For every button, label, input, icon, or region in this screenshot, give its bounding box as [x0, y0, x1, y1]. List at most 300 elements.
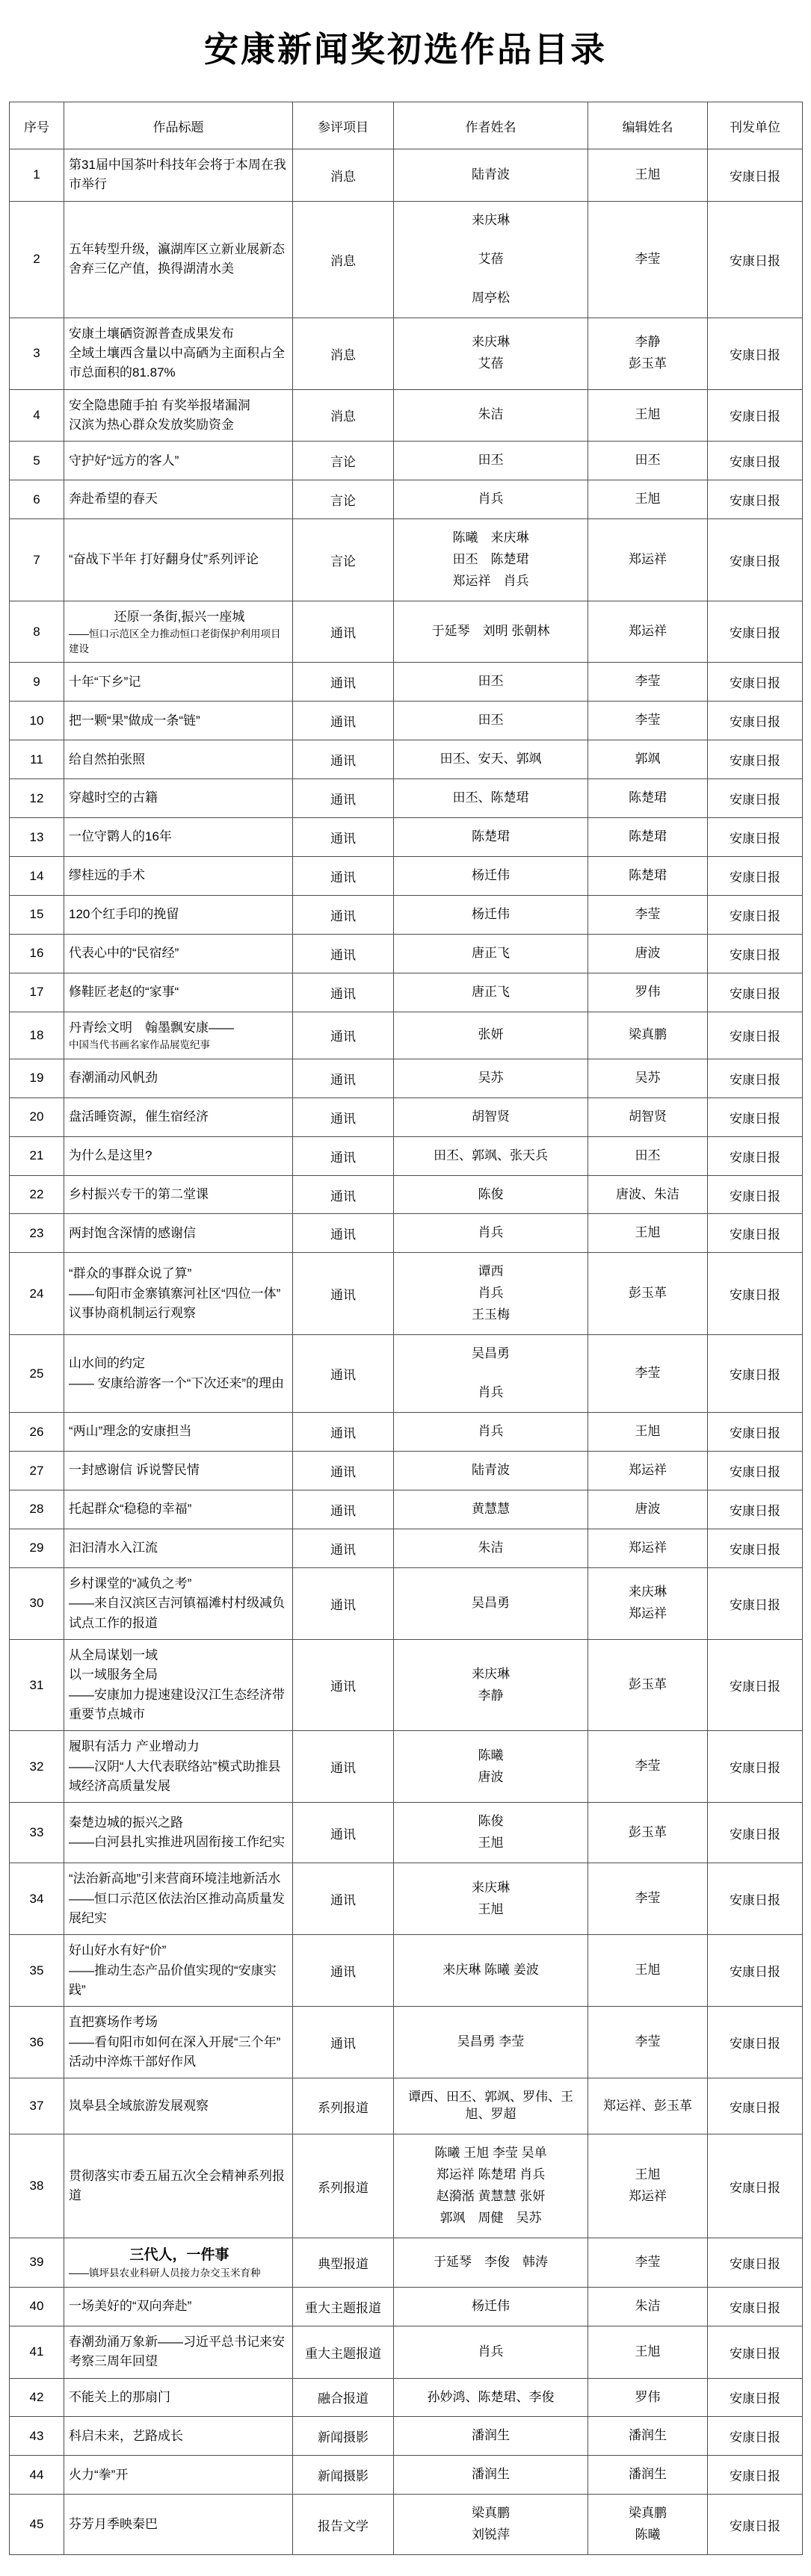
- cell-line: 赵漪湉 黄慧慧 张妍: [436, 2189, 546, 2203]
- cell-line: 李莹: [635, 1891, 661, 1906]
- title-cell: [64, 2007, 293, 2078]
- title-line: ——汉阴“人大代表联络站”模式助推县域经济高质量发展: [69, 1759, 281, 1793]
- editors-cell: [588, 480, 708, 519]
- row-number-cell: 45: [10, 2495, 64, 2555]
- cell-line: 陈曦: [635, 2527, 661, 2542]
- authors-cell: [394, 1335, 588, 1413]
- authors-cell: [394, 702, 588, 740]
- editors-cell: [588, 2378, 708, 2417]
- editors-cell: [588, 601, 708, 662]
- editors-cell: [588, 1731, 708, 1803]
- category-cell: 通讯: [293, 1452, 394, 1490]
- authors-cell: [394, 1059, 588, 1097]
- title-line: 履职有活力 产业增动力: [69, 1739, 200, 1754]
- cell-line: 田丕: [478, 713, 504, 728]
- row-number-cell: 37: [10, 2078, 64, 2134]
- cell-line: 陈楚珺: [629, 790, 667, 805]
- table-row: [10, 779, 803, 818]
- unit-cell: 安康日报: [708, 519, 803, 601]
- table-row: [10, 1935, 803, 2007]
- cell-line: 郑运祥: [629, 552, 667, 567]
- unit-cell: 安康日报: [708, 857, 803, 896]
- cell-line: 肖兵: [478, 1385, 504, 1400]
- title-line: 120个红手印的挽留: [69, 907, 179, 922]
- cell-line: 郭飒 周健 吴苏: [440, 2210, 542, 2225]
- cell-line: 来庆琳 陈曦 姜波: [442, 1963, 539, 1978]
- category-cell: 言论: [293, 442, 394, 480]
- title-line: 把一颗“果”做成一条“链”: [69, 713, 200, 728]
- table-row: [10, 1490, 803, 1529]
- editors-cell: [588, 1490, 708, 1529]
- unit-cell: 安康日报: [708, 1136, 803, 1175]
- title-line: 以一域服务全局: [69, 1668, 158, 1682]
- category-cell: 通讯: [293, 1175, 394, 1214]
- editors-cell: [588, 857, 708, 896]
- title-cell: [64, 1012, 293, 1059]
- cell-line: 刘锐萍: [472, 2527, 510, 2542]
- title-cell: [64, 2238, 293, 2287]
- row-number-cell: 35: [10, 1935, 64, 2007]
- authors-cell: [394, 1214, 588, 1253]
- row-number-cell: 31: [10, 1639, 64, 1730]
- unit-cell: 安康日报: [708, 1214, 803, 1253]
- cell-line: [396, 234, 585, 247]
- cell-line: 郑运祥: [629, 1540, 667, 1555]
- cell-line: 郑运祥、彭玉革: [603, 2098, 692, 2113]
- title-line: 守护好“远方的客人”: [69, 453, 179, 468]
- authors-cell: [394, 2078, 588, 2134]
- cell-line: 杨迁伟: [472, 2298, 510, 2313]
- cell-line: 李静: [635, 335, 661, 350]
- category-cell: 通讯: [293, 934, 394, 973]
- works-table: [9, 102, 803, 2555]
- cell-line: 郑运祥: [629, 1606, 667, 1621]
- authors-cell: [394, 740, 588, 779]
- category-cell: 系列报道: [293, 2078, 394, 2134]
- title-cell: [64, 1529, 293, 1567]
- row-number-cell: 40: [10, 2287, 64, 2326]
- title-cell: [64, 1935, 293, 2007]
- table-row: [10, 2495, 803, 2555]
- title-line: 好山好水有好“价”: [69, 1943, 167, 1958]
- title-cell: [64, 149, 293, 202]
- cell-line: 胡智贤: [472, 1109, 510, 1124]
- title-line: —— 安康给游客一个“下次还来”的理由: [69, 1375, 285, 1390]
- row-number-cell: 17: [10, 973, 64, 1012]
- editors-cell: [588, 201, 708, 318]
- row-number-cell: 38: [10, 2134, 64, 2238]
- cell-line: 肖兵: [478, 1225, 504, 1240]
- table-row: [10, 601, 803, 662]
- row-number-cell: 2: [10, 201, 64, 318]
- editors-cell: [588, 2456, 708, 2495]
- category-cell: 言论: [293, 480, 394, 519]
- row-number-cell: 19: [10, 1059, 64, 1097]
- title-line: 一封感谢信 诉说警民情: [69, 1463, 200, 1478]
- unit-cell: 安康日报: [708, 1413, 803, 1452]
- table-row: [10, 1214, 803, 1253]
- title-line: 一位守鹮人的16年: [69, 829, 172, 844]
- cell-line: 肖兵: [478, 492, 504, 507]
- title-cell: [64, 2287, 293, 2326]
- title-line: 贯彻落实市委五届五次全会精神系列报道: [69, 2168, 285, 2202]
- title-cell: [64, 663, 293, 702]
- authors-cell: [394, 896, 588, 935]
- cell-line: 吴昌勇 李莹: [457, 2034, 525, 2049]
- authors-cell: [394, 480, 588, 519]
- category-cell: 融合报道: [293, 2378, 394, 2417]
- unit-cell: 安康日报: [708, 149, 803, 202]
- category-cell: 消息: [293, 389, 394, 442]
- cell-line: 唐波: [478, 1769, 504, 1784]
- cell-line: 王旭: [635, 2167, 661, 2182]
- header-authors: 作者姓名: [394, 102, 588, 149]
- editors-cell: [588, 1863, 708, 1935]
- title-line: 为什么是这里?: [69, 1148, 152, 1162]
- unit-cell: 安康日报: [708, 1335, 803, 1413]
- title-cell: [64, 818, 293, 857]
- category-cell: 通讯: [293, 1097, 394, 1136]
- table-row: [10, 1335, 803, 1413]
- cell-line: 郑运祥: [629, 1463, 667, 1478]
- cell-line: 彭玉革: [629, 1286, 667, 1301]
- title-line: 托起群众“稳稳的幸福”: [69, 1502, 192, 1517]
- cell-line: 李静: [478, 1688, 504, 1703]
- title-line: 春潮涌动风帆劲: [69, 1071, 158, 1086]
- title-cell: [64, 973, 293, 1012]
- title-cell: [64, 2326, 293, 2378]
- editors-cell: [588, 1136, 708, 1175]
- editors-cell: [588, 442, 708, 480]
- category-cell: 典型报道: [293, 2238, 394, 2287]
- cell-line: 陈楚珺: [629, 829, 667, 844]
- authors-cell: [394, 601, 588, 662]
- row-number-cell: 27: [10, 1452, 64, 1490]
- editors-cell: [588, 740, 708, 779]
- editors-cell: [588, 818, 708, 857]
- table-row: [10, 740, 803, 779]
- authors-cell: [394, 1012, 588, 1059]
- table-row: [10, 934, 803, 973]
- title-line: 舍弃三亿产值，换得湖清水美: [69, 261, 234, 276]
- title-line: 修鞋匠老赵的“家事“: [69, 985, 179, 1000]
- cell-line: 田丕: [635, 453, 661, 468]
- editors-cell: [588, 896, 708, 935]
- cell-line: 罗伟: [635, 984, 661, 999]
- row-number-cell: 43: [10, 2417, 64, 2456]
- category-cell: 通讯: [293, 973, 394, 1012]
- row-number-cell: 42: [10, 2378, 64, 2417]
- cell-line: 吴昌勇: [472, 1595, 510, 1610]
- unit-cell: 安康日报: [708, 896, 803, 935]
- title-line: ——恒口示范区依法治区推动高质量发展纪实: [69, 1891, 285, 1925]
- table-row: [10, 1639, 803, 1730]
- title-line: 安康土壤硒资源普查成果发布: [69, 326, 234, 341]
- cell-line: 郑运祥: [629, 624, 667, 639]
- cell-line: 黄慧慧: [472, 1501, 510, 1516]
- cell-line: 来庆琳: [472, 335, 510, 350]
- cell-line: 唐正飞: [472, 945, 510, 960]
- title-cell: [64, 740, 293, 779]
- cell-line: 于延琴 刘明 张朝林: [431, 624, 550, 639]
- unit-cell: 安康日报: [708, 1452, 803, 1490]
- table-row: [10, 442, 803, 480]
- unit-cell: 安康日报: [708, 2417, 803, 2456]
- title-cell: [64, 2378, 293, 2417]
- title-cell: [64, 857, 293, 896]
- title-cell: [64, 1731, 293, 1803]
- table-row: [10, 2134, 803, 2238]
- row-number-cell: 1: [10, 149, 64, 202]
- table-row: [10, 1863, 803, 1935]
- category-cell: 通讯: [293, 1335, 394, 1413]
- cell-line: 田丕 陈楚珺: [452, 552, 529, 567]
- unit-cell: 安康日报: [708, 1059, 803, 1097]
- category-cell: 通讯: [293, 1863, 394, 1935]
- unit-cell: 安康日报: [708, 1935, 803, 2007]
- authors-cell: [394, 2238, 588, 2287]
- row-number-cell: 33: [10, 1803, 64, 1863]
- cell-line: 李莹: [635, 713, 661, 728]
- authors-cell: [394, 779, 588, 818]
- authors-cell: [394, 2378, 588, 2417]
- cell-line: 梁真鹏: [472, 2506, 510, 2521]
- row-number-cell: 10: [10, 702, 64, 740]
- table-row: [10, 2007, 803, 2078]
- title-line: 秦楚边城的振兴之路: [69, 1815, 183, 1830]
- cell-line: 陆青波: [472, 1463, 510, 1478]
- cell-line: 潘润生: [472, 2428, 510, 2443]
- title-line: 不能关上的那扇门: [69, 2389, 170, 2404]
- authors-cell: [394, 1175, 588, 1214]
- table-body: [10, 149, 803, 2555]
- title-line: 两封饱含深情的感谢信: [69, 1225, 196, 1240]
- header-editors: 编辑姓名: [588, 102, 708, 149]
- cell-line: 陈楚珺: [629, 868, 667, 883]
- unit-cell: 安康日报: [708, 1529, 803, 1567]
- title-cell: [64, 779, 293, 818]
- cell-line: 胡智贤: [629, 1109, 667, 1124]
- header-unit: 刊发单位: [708, 102, 803, 149]
- title-line: 从全局谋划一域: [69, 1647, 158, 1662]
- category-cell: 通讯: [293, 1214, 394, 1253]
- category-cell: 通讯: [293, 1567, 394, 1639]
- editors-cell: [588, 1253, 708, 1335]
- row-number-cell: 41: [10, 2326, 64, 2378]
- row-number-cell: 21: [10, 1136, 64, 1175]
- title-line: 汩汩清水入江流: [69, 1541, 158, 1555]
- category-cell: 系列报道: [293, 2134, 394, 2238]
- unit-cell: 安康日报: [708, 2287, 803, 2326]
- category-cell: 通讯: [293, 1639, 394, 1730]
- category-cell: 通讯: [293, 857, 394, 896]
- title-line: 十年“下乡”记: [69, 674, 141, 689]
- title-line: 穿越时空的古籍: [69, 790, 158, 805]
- category-cell: 通讯: [293, 1253, 394, 1335]
- row-number-cell: 5: [10, 442, 64, 480]
- title-cell: [64, 601, 293, 662]
- category-cell: 通讯: [293, 1059, 394, 1097]
- cell-line: 肖兵: [478, 1424, 504, 1439]
- title-line: “群众的事群众说了算”: [69, 1266, 192, 1281]
- row-number-cell: 28: [10, 1490, 64, 1529]
- cell-line: 田丕: [478, 453, 504, 468]
- category-cell: 通讯: [293, 1803, 394, 1863]
- authors-cell: [394, 389, 588, 442]
- title-line: 三代人，一件事: [129, 2247, 229, 2263]
- row-number-cell: 26: [10, 1413, 64, 1452]
- category-cell: 重大主题报道: [293, 2326, 394, 2378]
- unit-cell: 安康日报: [708, 973, 803, 1012]
- unit-cell: 安康日报: [708, 318, 803, 389]
- editors-cell: [588, 318, 708, 389]
- unit-cell: 安康日报: [708, 740, 803, 779]
- cell-line: 唐波: [635, 945, 661, 960]
- unit-cell: 安康日报: [708, 1253, 803, 1335]
- authors-cell: [394, 1452, 588, 1490]
- unit-cell: 安康日报: [708, 2495, 803, 2555]
- title-line: 五年转型升级，瀛湖库区立新业展新态: [69, 241, 285, 256]
- authors-cell: [394, 1136, 588, 1175]
- unit-cell: 安康日报: [708, 1012, 803, 1059]
- title-cell: [64, 1490, 293, 1529]
- cell-line: 李莹: [635, 674, 661, 689]
- cell-line: 朱洁: [478, 407, 504, 422]
- editors-cell: [588, 1639, 708, 1730]
- unit-cell: 安康日报: [708, 2378, 803, 2417]
- title-cell: [64, 2078, 293, 2134]
- row-number-cell: 44: [10, 2456, 64, 2495]
- title-cell: [64, 2495, 293, 2555]
- row-number-cell: 36: [10, 2007, 64, 2078]
- category-cell: 通讯: [293, 1136, 394, 1175]
- row-number-cell: 18: [10, 1012, 64, 1059]
- authors-cell: [394, 1097, 588, 1136]
- cell-line: 王旭: [478, 1901, 504, 1916]
- authors-cell: [394, 934, 588, 973]
- cell-line: 王玉梅: [472, 1307, 510, 1322]
- row-number-cell: 9: [10, 663, 64, 702]
- cell-line: 谭西、田丕、郭飒、罗伟、王旭、罗超: [408, 2090, 573, 2122]
- editors-cell: [588, 1567, 708, 1639]
- cell-line: 田丕: [478, 674, 504, 689]
- editors-cell: [588, 1335, 708, 1413]
- title-cell: [64, 442, 293, 480]
- unit-cell: 安康日报: [708, 663, 803, 702]
- authors-cell: [394, 149, 588, 202]
- cell-line: 郭飒: [635, 752, 661, 767]
- unit-cell: 安康日报: [708, 702, 803, 740]
- cell-line: 吴苏: [635, 1070, 661, 1085]
- editors-cell: [588, 149, 708, 202]
- cell-line: 李莹: [635, 251, 661, 266]
- row-number-cell: 16: [10, 934, 64, 973]
- cell-line: 王旭: [635, 1963, 661, 1978]
- unit-cell: 安康日报: [708, 2078, 803, 2134]
- title-line: 安全隐患随手拍 有奖举报堵漏洞: [69, 397, 250, 412]
- cell-line: 王旭: [635, 1424, 661, 1439]
- authors-cell: [394, 2417, 588, 2456]
- row-number-cell: 11: [10, 740, 64, 779]
- category-cell: 通讯: [293, 1529, 394, 1567]
- title-line: 丹青绘文明 翰墨飘安康——: [69, 1020, 234, 1035]
- cell-line: 陈曦 来庆琳: [452, 530, 529, 545]
- title-cell: [64, 389, 293, 442]
- category-cell: 通讯: [293, 2007, 394, 2078]
- title-cell: [64, 519, 293, 601]
- editors-cell: [588, 1935, 708, 2007]
- cell-line: 谭西: [478, 1264, 504, 1279]
- category-cell: 消息: [293, 201, 394, 318]
- row-number-cell: 7: [10, 519, 64, 601]
- authors-cell: [394, 1567, 588, 1639]
- cell-line: 肖兵: [478, 1286, 504, 1301]
- title-cell: [64, 1097, 293, 1136]
- unit-cell: 安康日报: [708, 2134, 803, 2238]
- cell-line: 王旭: [478, 1836, 504, 1851]
- category-cell: 新闻摄影: [293, 2417, 394, 2456]
- cell-line: 王旭: [635, 167, 661, 182]
- row-number-cell: 29: [10, 1529, 64, 1567]
- title-cell: [64, 1175, 293, 1214]
- authors-cell: [394, 1490, 588, 1529]
- title-line: 乡村振兴专干的第二堂课: [69, 1186, 209, 1201]
- cell-line: 罗伟: [635, 2389, 661, 2404]
- authors-cell: [394, 2134, 588, 2238]
- title-line: 科启未来，艺路成长: [69, 2428, 183, 2443]
- category-cell: 通讯: [293, 702, 394, 740]
- cell-line: 吴苏: [478, 1070, 504, 1085]
- title-cell: [64, 934, 293, 973]
- title-line: ——看旬阳市如何在深入开展“三个年”活动中淬炼干部好作风: [69, 2034, 281, 2069]
- title-line: 盘活睡资源，催生宿经济: [69, 1109, 209, 1124]
- title-line: 乡村课堂的“减负之考”: [69, 1576, 192, 1591]
- cell-line: 来庆琳: [472, 212, 510, 227]
- category-cell: 通讯: [293, 1490, 394, 1529]
- row-number-cell: 23: [10, 1214, 64, 1253]
- title-line: 中国当代书画名家作品展览纪事: [69, 1039, 210, 1051]
- table-row: [10, 2287, 803, 2326]
- title-line: “两山”理念的安康担当: [69, 1424, 192, 1439]
- category-cell: 通讯: [293, 818, 394, 857]
- cell-line: 来庆琳: [472, 1880, 510, 1895]
- page-title: 安康新闻奖初选作品目录: [204, 30, 607, 69]
- cell-line: 唐波: [635, 1501, 661, 1516]
- editors-cell: [588, 1175, 708, 1214]
- row-number-cell: 20: [10, 1097, 64, 1136]
- table-row: [10, 389, 803, 442]
- title-line: ——镇坪县农业科研人员接力杂交玉米育种: [69, 2267, 261, 2279]
- table-row: [10, 973, 803, 1012]
- category-cell: 通讯: [293, 896, 394, 935]
- cell-line: 孙妙鸿、陈楚珺、李俊: [427, 2389, 555, 2404]
- title-line: 给自然拍张照: [69, 752, 145, 767]
- authors-cell: [394, 1253, 588, 1335]
- category-cell: 通讯: [293, 601, 394, 662]
- unit-cell: 安康日报: [708, 2326, 803, 2378]
- table-row: [10, 2326, 803, 2378]
- title-line: 全域土壤西含量以中高硒为主面积占全市总面积的81.87%: [69, 345, 285, 380]
- authors-cell: [394, 1731, 588, 1803]
- authors-cell: [394, 1863, 588, 1935]
- table-row: [10, 318, 803, 389]
- unit-cell: 安康日报: [708, 601, 803, 662]
- title-cell: [64, 1214, 293, 1253]
- cell-line: 朱洁: [478, 1540, 504, 1555]
- unit-cell: 安康日报: [708, 1639, 803, 1730]
- editors-cell: [588, 663, 708, 702]
- cell-line: 王旭: [635, 492, 661, 507]
